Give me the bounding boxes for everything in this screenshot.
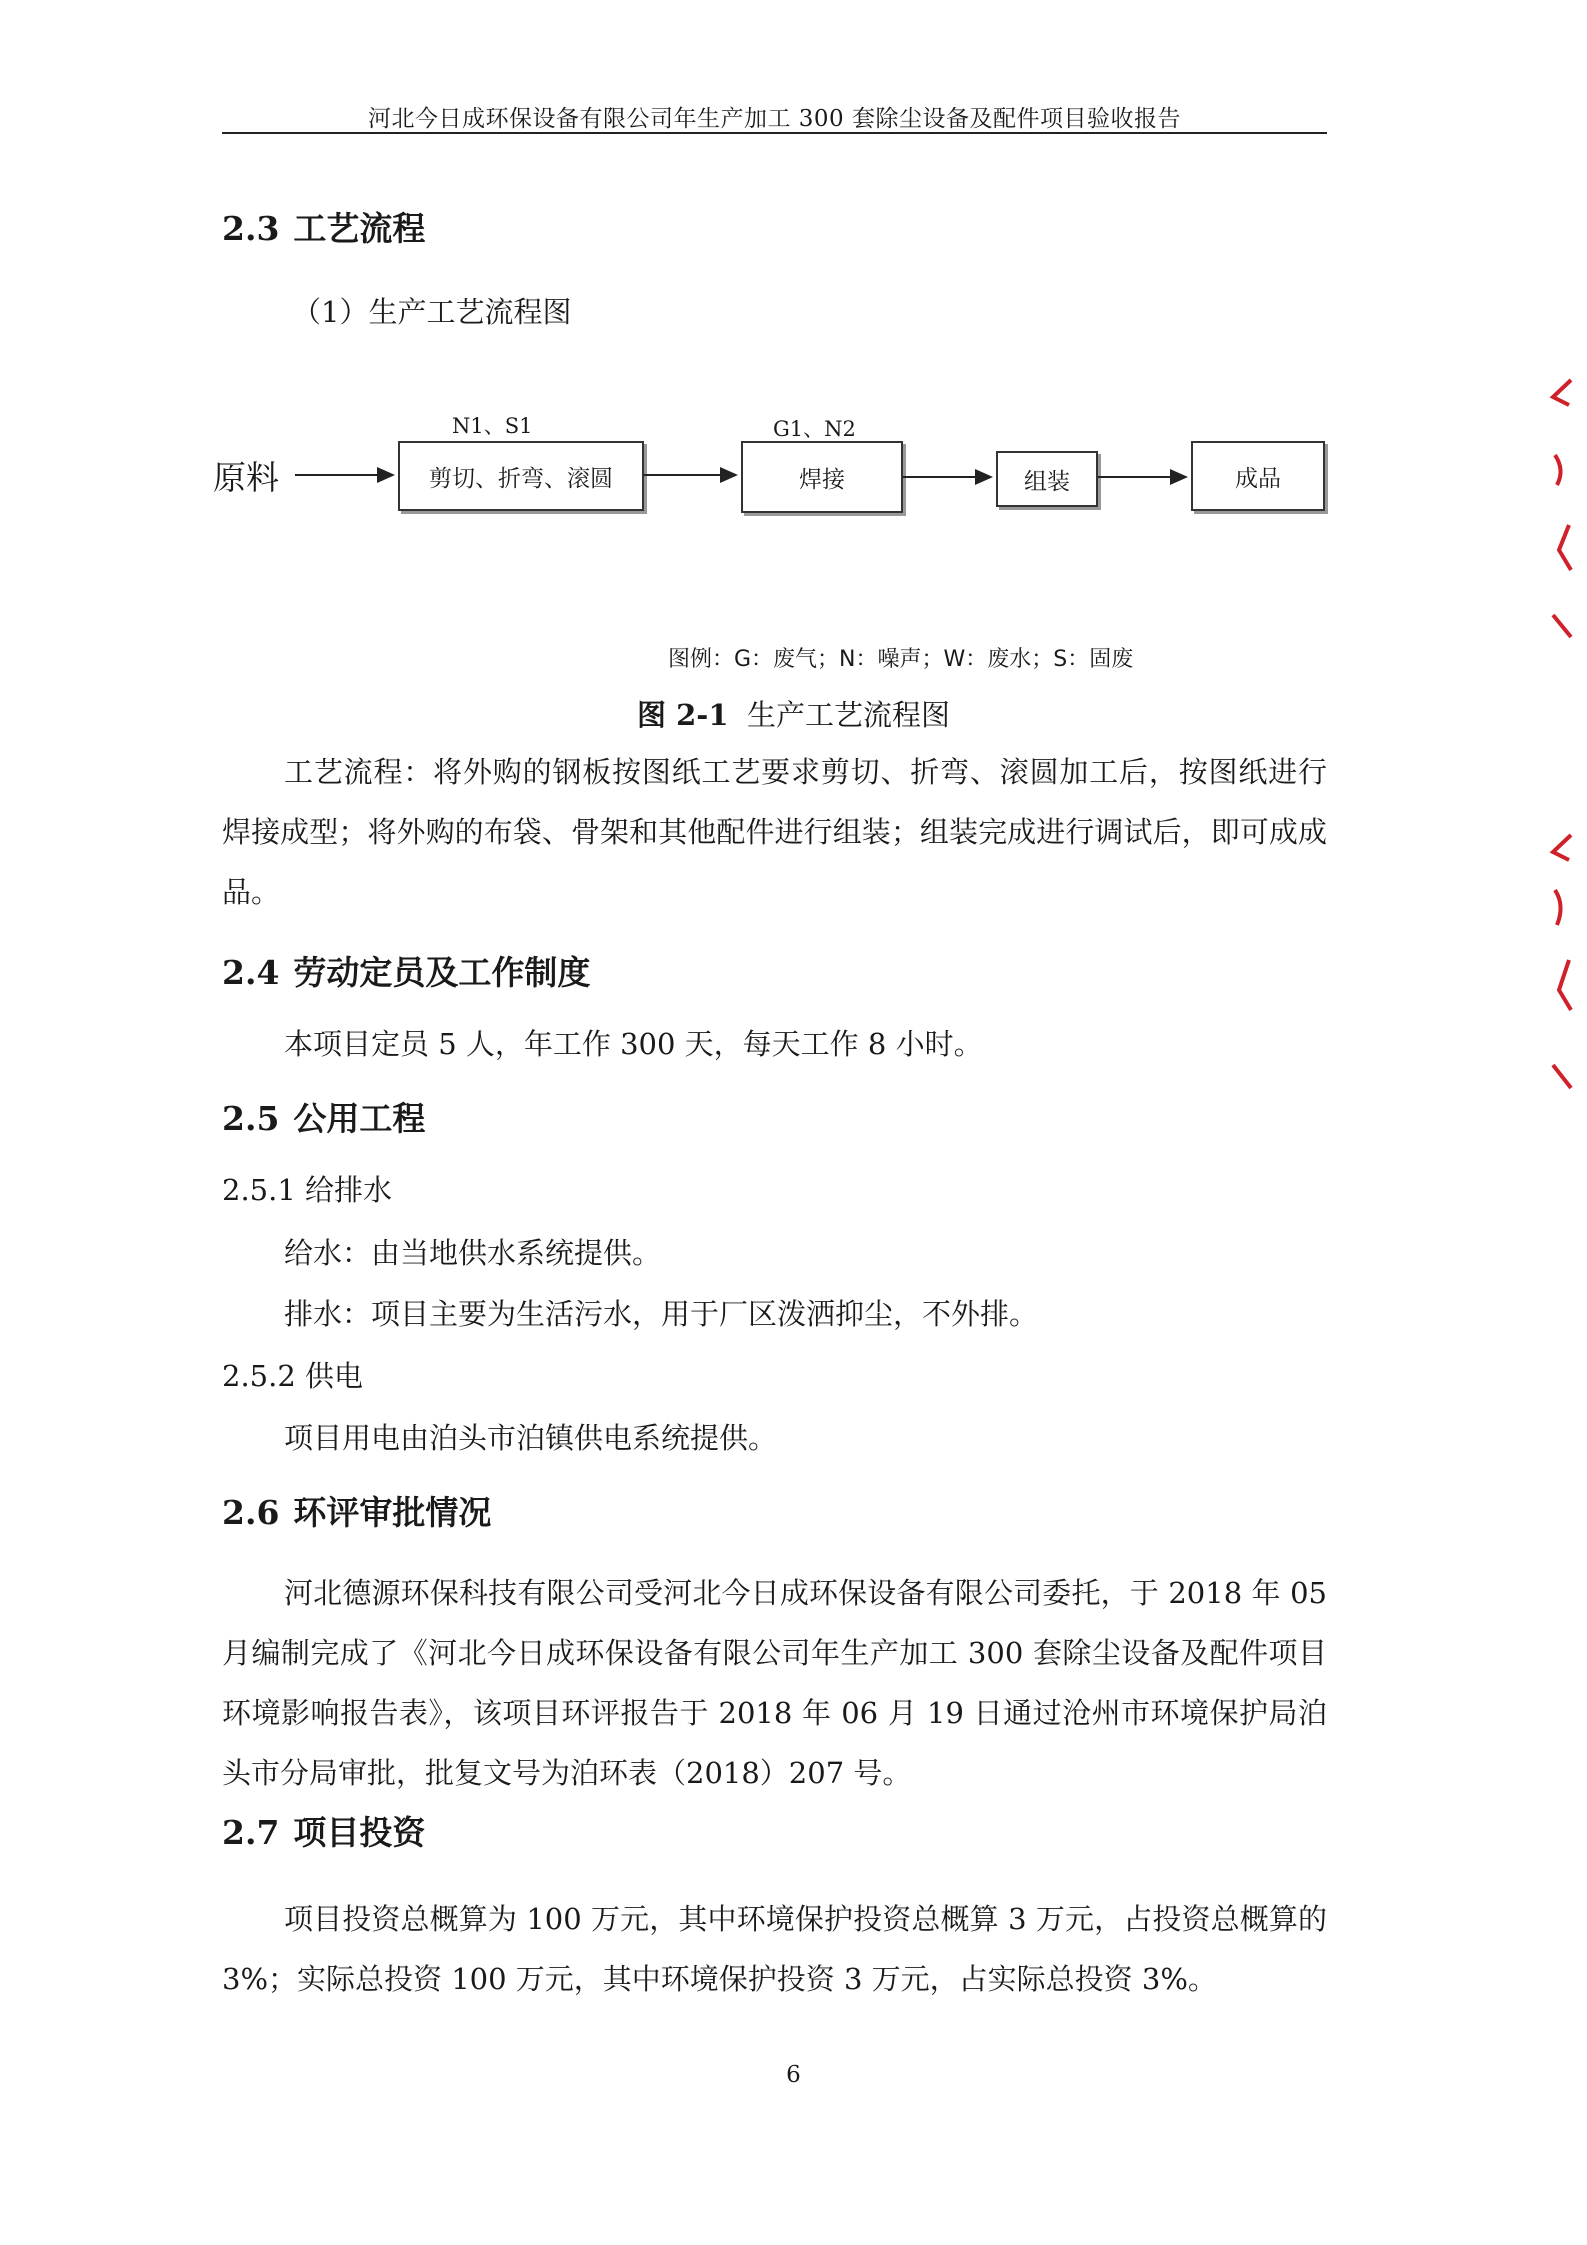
seam-stamp-fragment — [1549, 830, 1575, 1100]
header-rule — [222, 132, 1327, 134]
seam-stamp-fragment — [1549, 375, 1575, 645]
emission-label: N1、S1 — [452, 414, 533, 438]
power-text: 项目用电由泊头市泊镇供电系统提供。 — [284, 1421, 778, 1455]
section-heading-2-3 — [222, 203, 425, 250]
flow-step-label: 剪切、折弯、滚圆 — [429, 465, 613, 492]
subheading-flowchart: （1）生产工艺流程图 — [292, 295, 572, 329]
section-title: 公用工程 — [293, 1099, 426, 1138]
flow-arrow — [644, 474, 736, 476]
section-heading-2-7 — [222, 1807, 425, 1854]
flow-step-assembly — [996, 451, 1098, 507]
drainage-text: 排水：项目主要为生活污水，用于厂区泼洒抑尘，不外排。 — [284, 1297, 1039, 1331]
investment-text: 项目投资总概算为 100 万元，其中环境保护投资总概算 3 万元，占投资总概算的 3%；实际总投资 100 万元，其中环境保护投资 3 万元，占实际总投资 3%。 — [222, 1902, 1327, 1996]
process-description: 工艺流程：将外购的钢板按图纸工艺要求剪切、折弯、滚圆加工后，按图纸进行焊接成型；将外购的布袋、骨架和其他配件进行组装；组装完成进行调试后，即可成成品。 — [222, 755, 1327, 909]
section-number: 2.6 — [222, 1493, 280, 1532]
section-title: 项目投资 — [293, 1813, 426, 1852]
eia-approval-text: 河北德源环保科技有限公司受河北今日成环保设备有限公司委托，于 2018 年 05 月编制完成了《河北今日成环保设备有限公司年生产加工 300 套除尘设备及配件项目环境影响报告表》，该项目环评报告于 2018 年 06 月 19 日通过沧州市环境保护局泊头市分局审批，批复文号为泊环表（2018）207 号。 — [222, 1576, 1327, 1790]
flow-arrow — [1098, 476, 1186, 478]
flow-arrow — [295, 474, 393, 476]
section-number: 2.4 — [222, 953, 280, 992]
section-heading-2-4 — [222, 947, 590, 994]
page-number: 6 — [786, 2062, 801, 2088]
figure-caption — [0, 693, 1587, 734]
subheading-2-5-2: 2.5.2 供电 — [222, 1359, 364, 1393]
running-header: 河北今日成环保设备有限公司年生产加工 300 套除尘设备及配件项目验收报告 — [367, 106, 1182, 132]
raw-material-label: 原料 — [213, 458, 279, 497]
section-heading-2-5 — [222, 1093, 425, 1140]
flowchart-legend: 图例：G：废气；N：噪声；W：废水；S：固废 — [668, 647, 1134, 672]
section-number: 2.3 — [222, 209, 280, 248]
figure-title: 生产工艺流程图 — [746, 698, 950, 732]
section-number: 2.7 — [222, 1813, 280, 1852]
section-title: 劳动定员及工作制度 — [293, 953, 591, 992]
section-number: 2.5 — [222, 1099, 280, 1138]
emission-label: G1、N2 — [773, 417, 856, 441]
flow-step-label: 组装 — [1024, 468, 1070, 495]
section-title: 环评审批情况 — [293, 1493, 492, 1532]
staffing-text: 本项目定员 5 人，年工作 300 天，每天工作 8 小时。 — [284, 1027, 983, 1061]
flow-arrow — [903, 476, 991, 478]
section-heading-2-6 — [222, 1487, 491, 1534]
flow-step-finished-product — [1191, 441, 1325, 511]
flow-step-welding — [741, 441, 903, 513]
flow-step-label: 焊接 — [799, 466, 845, 493]
section-title: 工艺流程 — [293, 209, 426, 248]
subheading-2-5-1: 2.5.1 给排水 — [222, 1173, 393, 1207]
water-supply-text: 给水：由当地供水系统提供。 — [284, 1236, 662, 1270]
flow-step-cutting — [398, 441, 644, 511]
figure-number: 图 2-1 — [637, 698, 729, 732]
flow-step-label: 成品 — [1235, 465, 1281, 492]
